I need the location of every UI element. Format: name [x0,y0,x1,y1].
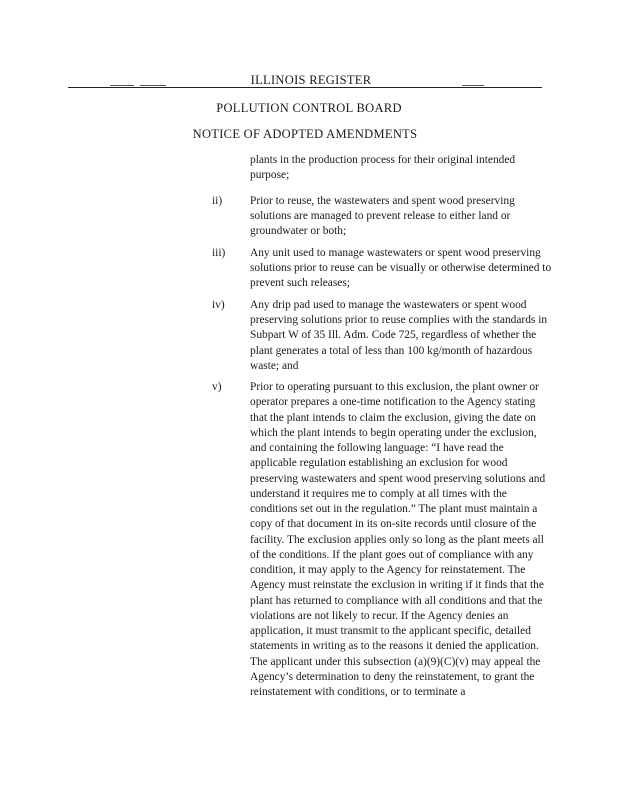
item-text: Prior to reuse, the wastewaters and spent wood preserving solutions are managed to prevent release to either land or groundwater or both; [250,195,515,238]
header-rule [68,87,542,88]
item-number: iii) [212,247,226,259]
item-text: Prior to operating pursuant to this exclusion, the plant owner or operator prepares a one-time notification to the Agency stating that the plant intends to claim the exclusion, giving the date on which the plant intends to begin operating under the exclusion, and containing the following language: “I have read the applicable regulation establishing an exclusion for wood preserving wastewaters and spent wood preserving solutions and understand it requires me to comply at all times with the conditions set out in the regulation.” The plant must maintain a copy of that document in its on-site records until closure of the facility. The exclusion applies only so long as the plant meets all of the conditions. If the plant goes out of compliance with any condition, it may apply to the Agency for reinstatement. The Agency must reinstate the exclusion in writing if it finds that the plant has returned to compliance with all conditions and that the violations are not likely to recur. If the Agency denies an application, it must transmit to the applicant specific, detailed statements in writing as to the reasons it denied the application. The applicant under this subsection (a)(9)(C)(v) may appeal the Agency’s determination to deny the reinstatement, to grant the reinstatement with conditions, or to terminate a [250,381,546,698]
item-number: v) [212,381,222,393]
item-number: ii) [212,195,223,207]
notice-title: NOTICE OF ADOPTED AMENDMENTS [192,127,418,141]
register-title: ILLINOIS REGISTER [250,73,372,87]
item-number: iv) [212,299,225,311]
item-text: Any drip pad used to manage the wastewaters or spent wood preserving solutions prior to reuse complies with the standards in Subpart W of 35 Ill. Adm. Code 725, regardless of whether the plant generates a total of less than 100 kg/month of hazardous waste; and [250,299,548,372]
board-title: POLLUTION CONTROL BOARD [216,101,402,115]
item-text: Any unit used to manage wastewaters or spent wood preserving solutions prior to reuse can be visually or otherwise determined to prevent such releases; [250,247,552,290]
continuation-paragraph: plants in the production process for their original intended purpose; [250,154,516,182]
